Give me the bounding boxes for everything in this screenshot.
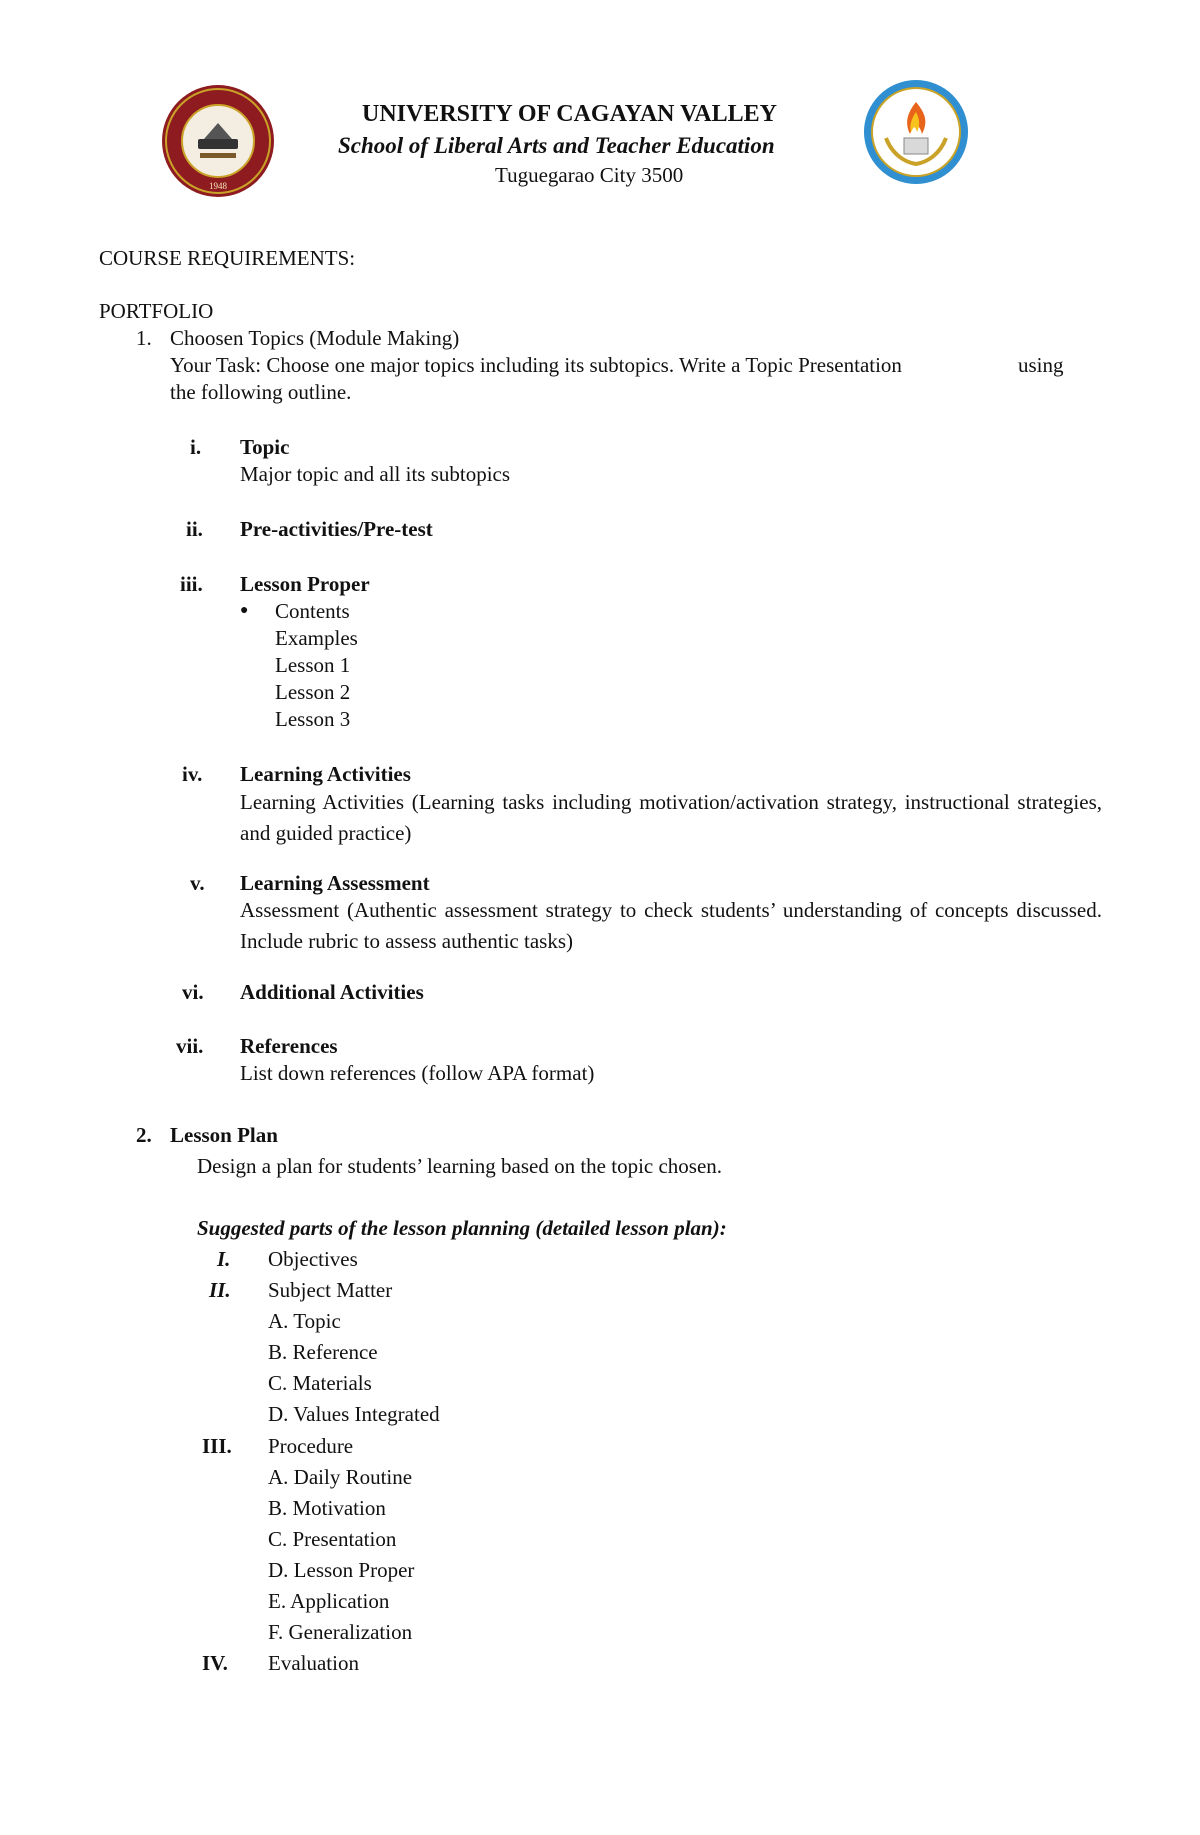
lesson-proper-item: Lesson 2 xyxy=(275,680,351,704)
item1-task-line2: the following outline. xyxy=(170,380,352,404)
plan-I-label: Objectives xyxy=(268,1247,358,1271)
course-requirements-heading: COURSE REQUIREMENTS: xyxy=(99,246,356,270)
outline-iv-title: Learning Activities xyxy=(240,762,411,786)
outline-vi-number: vi. xyxy=(182,980,204,1004)
plan-III-item: C. Presentation xyxy=(268,1527,397,1551)
school-name: School of Liberal Arts and Teacher Education xyxy=(338,133,775,158)
outline-iii-number: iii. xyxy=(180,572,203,596)
plan-II-number: II. xyxy=(209,1278,231,1302)
item1-number: 1. xyxy=(136,326,152,350)
outline-ii-title: Pre-activities/Pre-test xyxy=(240,517,433,541)
plan-III-item: B. Motivation xyxy=(268,1496,386,1520)
outline-iii-title: Lesson Proper xyxy=(240,572,370,596)
lesson-proper-item: Contents xyxy=(275,599,350,623)
bullet-icon: ● xyxy=(240,603,249,618)
plan-III-number: III. xyxy=(202,1434,232,1458)
item2-number: 2. xyxy=(136,1123,152,1147)
outline-i-number: i. xyxy=(190,435,202,459)
plan-III-item: F. Generalization xyxy=(268,1620,413,1644)
lesson-proper-item: Lesson 1 xyxy=(275,653,351,677)
lesson-proper-item: Examples xyxy=(275,626,358,650)
plan-II-item: A. Topic xyxy=(268,1309,341,1333)
plan-II-item: B. Reference xyxy=(268,1340,378,1364)
plan-III-item: D. Lesson Proper xyxy=(268,1558,415,1582)
outline-vii-desc: List down references (follow APA format) xyxy=(240,1061,595,1085)
outline-vi-title: Additional Activities xyxy=(240,980,424,1004)
outline-v-desc: Assessment (Authentic assessment strategy to check students’ understanding of concepts discussed. Include rubric to assess authentic tasks) xyxy=(240,898,1102,953)
portfolio-heading: PORTFOLIO xyxy=(99,299,214,323)
university-seal-logo xyxy=(160,83,276,199)
outline-iv-number: iv. xyxy=(182,762,203,786)
item2-title: Lesson Plan xyxy=(170,1123,278,1147)
outline-ii-number: ii. xyxy=(186,517,203,541)
outline-i-title: Topic xyxy=(240,435,290,459)
plan-II-item: C. Materials xyxy=(268,1371,372,1395)
lesson-proper-item: Lesson 3 xyxy=(275,707,351,731)
item2-desc: Design a plan for students’ learning based on the topic chosen. xyxy=(197,1154,723,1178)
outline-v-number: v. xyxy=(190,871,205,895)
plan-IV-label: Evaluation xyxy=(268,1651,359,1675)
item1-task-line1: Your Task: Choose one major topics including its subtopics. Write a Topic Presentation xyxy=(170,353,902,377)
outline-vii-number: vii. xyxy=(176,1034,204,1058)
item1-title: Choosen Topics (Module Making) xyxy=(170,326,460,350)
school-seal-logo xyxy=(862,78,970,186)
plan-III-item: E. Application xyxy=(268,1589,390,1613)
seal-year: 1948 xyxy=(209,181,227,191)
city-address: Tuguegarao City 3500 xyxy=(495,163,684,187)
outline-vii-title: References xyxy=(240,1034,338,1058)
plan-III-label: Procedure xyxy=(268,1434,354,1458)
plan-I-number: I. xyxy=(217,1247,231,1271)
outline-v-title: Learning Assessment xyxy=(240,871,430,895)
outline-i-desc: Major topic and all its subtopics xyxy=(240,462,511,486)
plan-II-label: Subject Matter xyxy=(268,1278,393,1302)
suggested-parts-heading: Suggested parts of the lesson planning (detailed lesson plan): xyxy=(197,1216,727,1240)
outline-iv-desc: Learning Activities (Learning tasks including motivation/activation strategy, instructional strategies, and guided practice) xyxy=(240,790,1102,845)
plan-IV-number: IV. xyxy=(202,1651,228,1675)
plan-II-item: D. Values Integrated xyxy=(268,1402,440,1426)
plan-III-item: A. Daily Routine xyxy=(268,1465,413,1489)
university-name: UNIVERSITY OF CAGAYAN VALLEY xyxy=(362,101,777,127)
item1-task-using: using xyxy=(1018,353,1064,377)
